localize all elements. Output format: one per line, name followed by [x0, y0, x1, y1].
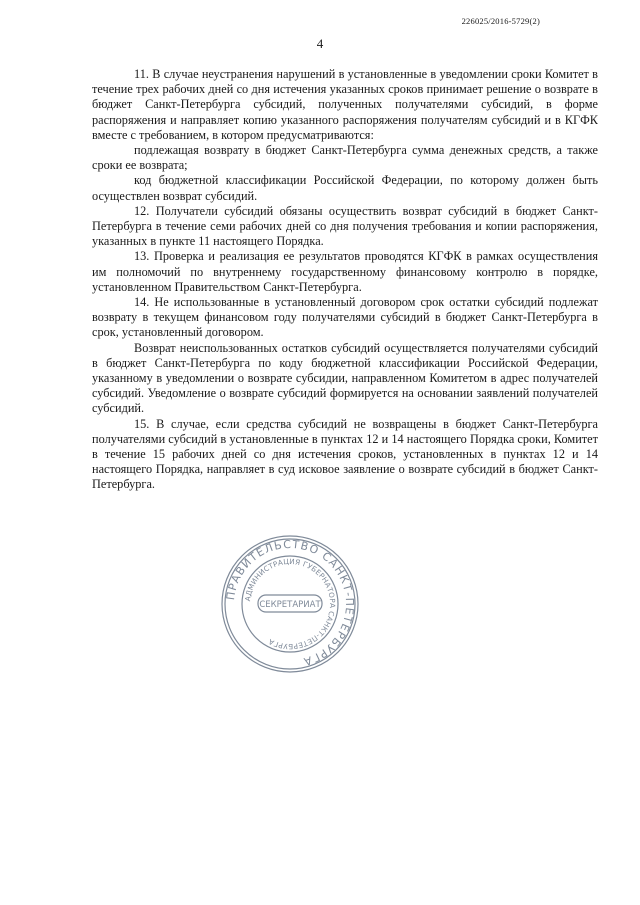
paragraph-15: 15. В случае, если средства субсидий не возвращены в бюджет Санкт-Петербурга получателями субсидий в установленные в пунктах 12 и 14 настоящего Порядка сроки, Комитет в течение 15 рабочих дней со дня истечения сроков, установленных в пунктах 12 и 14 настоящего Порядка, направляет в суд исковое заявление о возврате субсидий в бюджет Санкт-Петербурга. [92, 416, 598, 492]
paragraph-11: 11. В случае неустранения нарушений в установленные в уведомлении сроки Комитет в течение трех рабочих дней со дня истечения указанных сроков принимает решение о возврате в бюджет Санкт-Петербурга субсидий, полученных получателями субсидий, в форме распоряжения и направляет копию указанного распоряжения получателям субсидий и в КГФК вместе с требованием, в котором предусматриваются: [92, 67, 598, 142]
document-body [92, 67, 598, 493]
stamp-center-text: СЕКРЕТАРИАТ [259, 600, 321, 610]
paragraph-13: 13. Проверка и реализация ее результатов проводятся КГФК в рамках осуществления им полномочий по внутреннему государственному финансовому контролю в порядке, установленном Правительством Санкт-Петербурга. [92, 249, 598, 294]
page-number: 4 [316, 36, 324, 51]
stamp-inner-text: АДМИНИСТРАЦИЯ ГУБЕРНАТОРА САНКТ-ПЕТЕРБУРГА [243, 556, 338, 652]
document-id: 226025/2016-5729(2) [461, 16, 540, 26]
paragraph-14-return: Возврат неиспользованных остатков субсидий осуществляется получателями субсидий в бюджет Санкт-Петербурга по коду бюджетной классификации Российской Федерации, указанному в уведомлении о возврате субсидии, направленном Комитетом в адрес получателей субсидий. Уведомление о возврате субсидий формируется на основании заявлений получателей субсидий. [92, 340, 598, 416]
stamp-outer-text: ПРАВИТЕЛЬСТВО САНКТ-ПЕТЕРБУРГА [224, 537, 357, 669]
paragraph-11-item-amount: подлежащая возврату в бюджет Санкт-Петербурга сумма денежных средств, а также сроки ее возврата; [92, 143, 598, 173]
paragraph-11-item-code: код бюджетной классификации Российской Федерации, по которому должен быть осуществлен возврат субсидий. [92, 173, 598, 203]
paragraph-12: 12. Получатели субсидий обязаны осуществить возврат субсидий в бюджет Санкт-Петербурга в течение семи рабочих дней со дня получения требования и копии распоряжения, указанных в пункте 11 настоящего Порядка. [92, 203, 598, 249]
paragraph-14: 14. Не использованные в установленный договором срок остатки субсидий подлежат возврату в текущем финансовом году получателями субсидий в бюджет Санкт-Петербурга в срок, установленный договором. [92, 295, 598, 340]
official-stamp [218, 532, 362, 676]
stamp-seal-icon [218, 532, 362, 676]
